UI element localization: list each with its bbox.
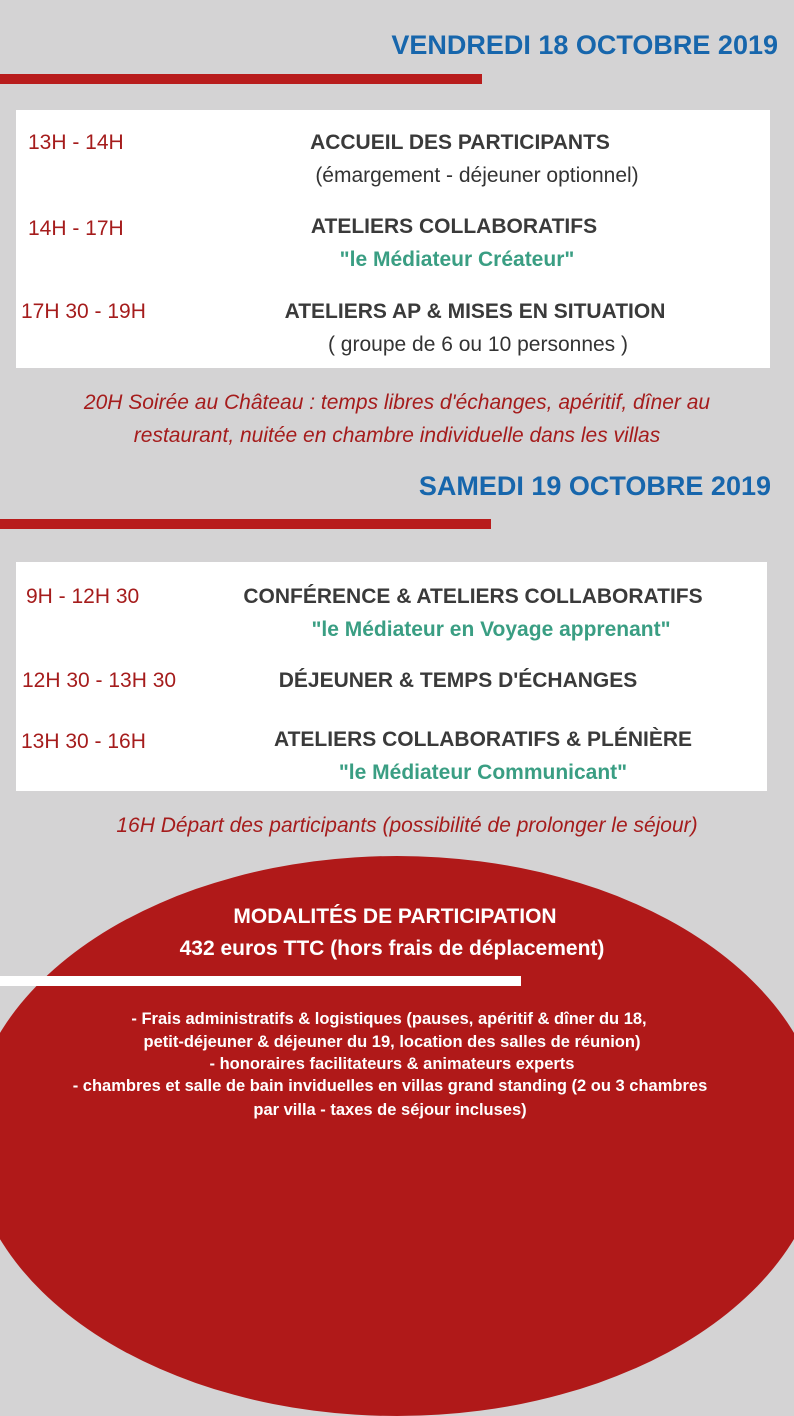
friday-schedule-card [16, 110, 770, 368]
friday-evening-line-1: 20H Soirée au Château : temps libres d'échanges, apéritif, dîner au [83, 391, 711, 414]
saturday-departure: 16H Départ des participants (possibilité de prolonger le séjour) [116, 814, 698, 837]
saturday-item-2-title: DÉJEUNER & TEMPS D'ÉCHANGES [278, 669, 638, 692]
saturday-item-3-time: 13H 30 - 16H [21, 730, 146, 753]
friday-evening-line-2: restaurant, nuitée en chambre individuelle dans les villas [133, 424, 661, 447]
friday-day-title: VENDREDI 18 OCTOBRE 2019 [391, 30, 778, 60]
modalites-line-4: - chambres et salle de bain invidueIles en villas grand standing (2 ou 3 chambres [72, 1077, 708, 1095]
saturday-day-title: SAMEDI 19 OCTOBRE 2019 [418, 471, 771, 501]
friday-item-1-subtitle: (émargement - déjeuner optionnel) [315, 164, 639, 187]
modalites-line-2: petit-déjeuner & déjeuner du 19, location des salles de réunion) [143, 1033, 641, 1051]
saturday-item-3-subtitle: "le Médiateur Communicant" [338, 761, 628, 784]
friday-divider [0, 74, 482, 84]
saturday-item-3-title: ATELIERS COLLABORATIFS & PLÉNIÈRE [273, 728, 693, 751]
friday-item-1-title: ACCUEIL DES PARTICIPANTS [310, 131, 610, 154]
modalites-line-5: par villa - taxes de séjour incluses) [253, 1101, 527, 1119]
modalites-line-1: - Frais administratifs & logistiques (pauses, apéritif & dîner du 18, [131, 1010, 647, 1028]
saturday-schedule-card [16, 562, 767, 791]
saturday-item-1-title: CONFÉRENCE & ATELIERS COLLABORATIFS [243, 585, 703, 608]
saturday-divider [0, 519, 491, 529]
saturday-item-1-time: 9H - 12H 30 [26, 585, 140, 608]
friday-item-3-subtitle: ( groupe de 6 ou 10 personnes ) [327, 333, 629, 356]
friday-item-2-subtitle: "le Médiateur Créateur" [339, 248, 575, 271]
saturday-item-1-subtitle: "le Médiateur en Voyage apprenant" [311, 618, 671, 641]
modalites-title: MODALITÉS DE PARTICIPATION [233, 905, 557, 928]
modalites-divider [0, 976, 521, 986]
friday-item-3-title: ATELIERS AP & MISES EN SITUATION [284, 300, 666, 323]
friday-item-1-time: 13H - 14H [28, 131, 124, 154]
modalites-price: 432 euros TTC (hors frais de déplacement) [179, 937, 605, 960]
friday-item-2-title: ATELIERS COLLABORATIFS [310, 215, 598, 238]
friday-item-3-time: 17H 30 - 19H [21, 300, 146, 323]
saturday-item-2-time: 12H 30 - 13H 30 [22, 669, 177, 692]
modalites-line-3: - honoraires facilitateurs & animateurs experts [209, 1055, 575, 1073]
friday-item-2-time: 14H - 17H [28, 217, 124, 240]
